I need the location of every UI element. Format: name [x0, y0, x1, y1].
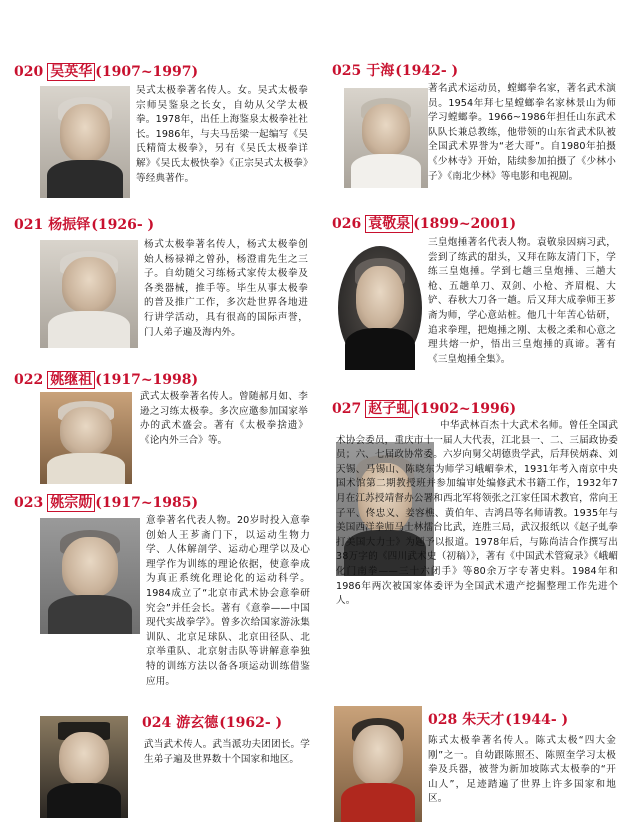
entry-years: (1942- )	[395, 63, 459, 79]
portrait-photo	[40, 518, 140, 634]
entry-number: 025	[332, 63, 362, 79]
portrait-photo	[334, 706, 422, 822]
entry-header	[14, 494, 198, 512]
entry-bio: 武当武术传人。武当派功夫团团长。学生弟子遍及世界数十个国家和地区。	[144, 739, 310, 765]
entry-header	[332, 62, 458, 80]
entry-name: 袁敬泉	[365, 215, 413, 233]
entry-number: 020	[14, 64, 44, 80]
entry-header	[14, 63, 198, 81]
entry-header	[14, 216, 154, 234]
entry-number: 027	[332, 401, 362, 417]
entry-header	[332, 400, 516, 418]
portrait-photo	[344, 88, 428, 188]
entry-bio: 意拳著名代表人物。20岁时投入意拳创始人王芗斋门下，以运动生物力学、人体解剖学、运动心理学以及心理学作为训练的理论依据，使意拳成为真正系统化理论化的运动科学。1984成立了“北京市武术协会意拳研究会”并任会长。著有《意拳——中国现代实战拳学》。曾多次给国家游泳集训队、北京足球队、北京田径队、北京举重队、北京射击队等讲解意拳独特的训练方法以备各项运动训练借鉴应用。	[146, 515, 310, 687]
entry-header	[332, 215, 516, 233]
portrait-photo	[40, 86, 130, 198]
entry-years: (1899~2001)	[413, 216, 517, 232]
entry-number: 023	[14, 495, 44, 511]
portrait-photo	[40, 716, 128, 818]
entry-name: 吴英华	[47, 63, 95, 81]
entry-name: 朱天才	[462, 712, 505, 728]
entry-number: 028	[428, 712, 458, 728]
entry-bio: 吴式太极拳著名传人。女。吴式太极拳宗师吴鉴泉之长女，自幼从父学太极拳。1978年，出任上海鉴泉太极拳社社长。1986年，与夫马岳梁一起编写《吴氏精简太极拳》，另有《吴氏太极拳详解》《吴氏太极快拳》《正宗吴式太极拳》等经典著作。	[136, 85, 308, 184]
entry-number: 026	[332, 216, 362, 232]
portrait-photo	[40, 392, 132, 484]
entry-bio: 三皇炮捶著名代表人物。袁敬泉因病习武，尝到了练武的甜头，又拜在陈友清门下，学练三皇炮捶。学到七趟三皇炮捶、三趟大枪、五趟单刀、双剑、小枪、齐眉棍、大铲、春秋大刀各一趟。后又拜大成拳师王芗斋为师，学心意站桩。他几十年苦心钻研，追求拳理，把炮捶之刚、太极之柔和心意之理共熔一炉，悟出三皇炮捶的真谛。著有《三皇炮捶全集》。	[428, 237, 616, 365]
entry-years: (1917~1985)	[95, 495, 199, 511]
entry-bio: 杨式太极拳著名传人，杨式太极拳创始人杨禄禅之曾孙，杨澄甫先生之三子。自幼随父习练杨式家传太极拳及各类器械，推手等。毕生从事太极拳的普及推广工作，多次赴世界各地进行讲学活动，具有很高的国际声誉，门人弟子遍及海内外。	[144, 239, 308, 338]
entry-header	[428, 711, 568, 729]
entry-years: (1917~1998)	[95, 372, 199, 388]
entry-number: 024	[142, 715, 172, 731]
entry-years: (1907~1997)	[95, 64, 199, 80]
entry-years: (1926- )	[91, 217, 155, 233]
entry-name: 姚继祖	[47, 371, 95, 389]
entry-number: 022	[14, 372, 44, 388]
entry-bio: 著名武术运动员，螳螂拳名家，著名武术演员。1954年拜七星螳螂拳名家林景山为师学习螳螂拳。1966~1986年担任山东武术队队长兼总教练，他带领的山东省武术队被全国武术界誉为“老大哥”。自1980年拍摄《少林寺》开始，陆续参加拍摄了《少林小子》《南北少林》等电影和电视剧。	[428, 83, 616, 182]
entry-years: (1902~1996)	[413, 401, 517, 417]
entry-name: 姚宗勋	[47, 494, 95, 512]
entry-years: (1944- )	[505, 712, 569, 728]
entry-bio: 武式太极拳著名传人。曾随郝月如、李逊之习练太极拳。多次应邀参加国家举办的武术盛会。著有《太极拳捨遗》《论内外三合》等。	[140, 391, 308, 446]
entry-bio: 陈式太极拳著名传人。陈式太极“四大金刚”之一。自幼跟陈照丕、陈照奎学习太极拳及兵器，被誉为新加坡陈式太极拳的“开山人”，足迹踏遍了世界上许多国家和地区。	[428, 735, 616, 805]
entry-years: (1962- )	[219, 715, 283, 731]
entry-header	[14, 371, 198, 389]
portrait-photo	[40, 240, 138, 348]
entry-bio: 中华武林百杰十大武术名师。曾任全国武术协会委员，重庆市十一届人大代表，江北县一、二、三届政协委员；六、七届政协常委。六岁向舅父胡德贵学武，后拜侯炳森、刘天锡、马锡山、陈晓东为师学习峨嵋拳术，1931年考入南京中央国术馆第二期教授班并参加编审处编修武术书籍工作，1932年7月在江苏授靖督办公署和西北军将领张之江家任国术教官，常向王子平、佟忠义、姜容樵、黄伯年、吉鸿昌等名师请教。1935年与美国西洋拳师马士林擂台比武，连胜三局，武汉报纸以《赵子虬拳打美国大力士》为题予以报道。1978年后，与陈尚洁合作撰写出38万字的《四川武术史（初稿）》，著有《中国武术管窥录》《峨嵋化门南拳——三十六闭手》等80余万字专著史料。1984年和1986年两次被国家体委评为全国武术遗产挖掘整理工作先进个人。	[336, 420, 618, 607]
entry-number: 021	[14, 217, 44, 233]
entry-name: 杨振铎	[48, 217, 91, 233]
entry-name: 于海	[366, 63, 395, 79]
entry-name: 赵子虬	[365, 400, 413, 418]
portrait-photo	[338, 246, 422, 370]
entry-header	[142, 714, 282, 732]
entry-name: 游玄德	[176, 715, 219, 731]
